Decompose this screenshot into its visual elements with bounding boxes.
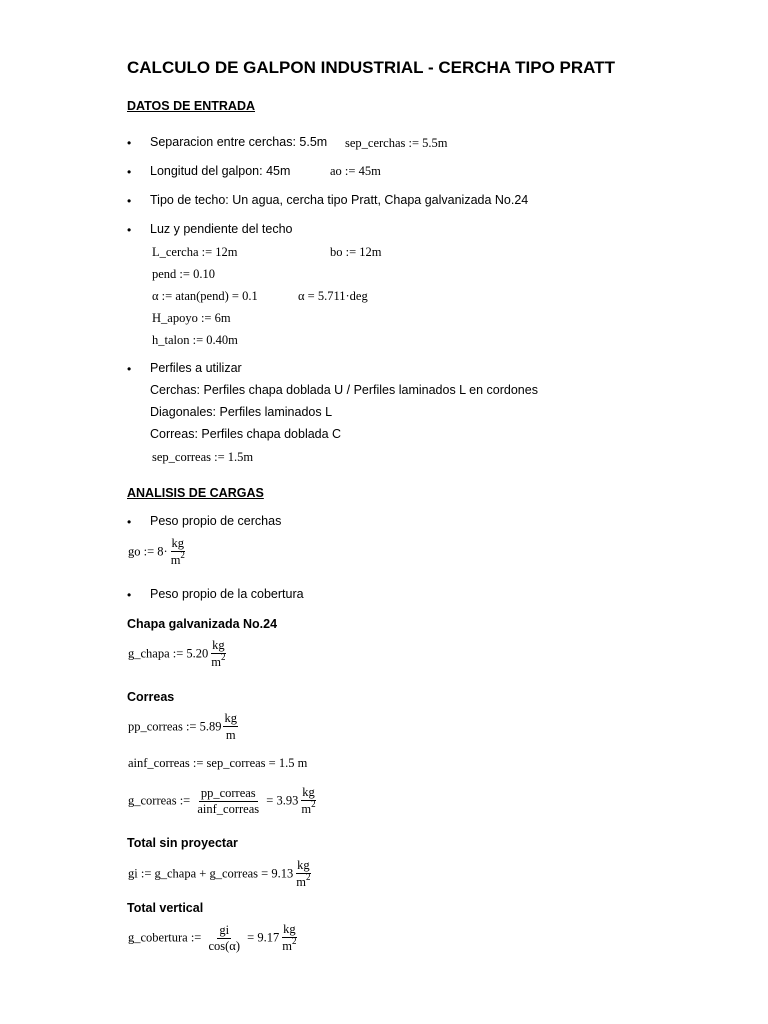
g-chapa-equation (128, 638, 227, 671)
g-correas-result: = 3.93 (266, 793, 299, 808)
gi-equation (128, 858, 311, 891)
go-equation (128, 536, 186, 569)
g-correas-equation (128, 785, 317, 818)
perfiles-diagonales-text: Diagonales: Perfiles laminados L (150, 405, 333, 419)
section-heading-cargas: ANALISIS DE CARGAS (127, 486, 264, 500)
h-talon-equation: h_talon := 0.40m (152, 333, 238, 347)
g-cobertura-fraction: $\frac{gi}{\cos(\alpha)}$ (208, 923, 241, 953)
bo-equation: bo := 12m (330, 245, 382, 259)
bullet-icon: • (127, 136, 132, 150)
bullet-icon: • (127, 515, 132, 529)
ainf-correas-equation: ainf_correas := sep_correas = 1.5 m (128, 756, 308, 770)
perfiles-cerchas-text: Cerchas: Perfiles chapa doblada U / Perfiles laminados L en cordones (150, 383, 538, 397)
peso-cobertura-text: Peso propio de la cobertura (150, 587, 304, 601)
perfiles-text: Perfiles a utilizar (150, 361, 242, 375)
h-apoyo-equation: H_apoyo := 6m (152, 311, 231, 325)
alpha-deg-result: α = 5.711·deg (298, 289, 368, 303)
bullet-icon: • (127, 223, 132, 237)
g-cobertura-lhs: g_cobertura := (128, 930, 202, 945)
go-lhs: go := 8· (128, 544, 168, 559)
alpha-equation: α := atan(pend) = 0.1 (152, 289, 258, 303)
correas-heading: Correas (127, 690, 175, 704)
sep-cerchas-equation: sep_cerchas := 5.5m (345, 136, 448, 150)
kg-per-m2-unit: $\frac{kg}{m^2}$ (301, 785, 316, 816)
total-vertical-heading: Total vertical (127, 901, 204, 915)
bullet-icon: • (127, 194, 132, 208)
tipo-techo-text: Tipo de techo: Un agua, cercha tipo Pratt, Chapa galvanizada No.24 (150, 193, 529, 207)
bullet-icon: • (127, 588, 132, 602)
perfiles-correas-text: Correas: Perfiles chapa doblada C (150, 427, 342, 441)
pend-equation: pend := 0.10 (152, 267, 215, 281)
g-cobertura-result: = 9.17 (247, 930, 280, 945)
peso-cerchas-text: Peso propio de cerchas (150, 514, 282, 528)
luz-pendiente-text: Luz y pendiente del techo (150, 222, 293, 236)
kg-per-m2-unit: $\frac{kg}{m^2}$ (296, 858, 311, 889)
kg-per-m-unit: $\frac{kg}{m}$ (224, 711, 237, 742)
kg-per-m2-unit: $\frac{kg}{m^2}$ (282, 922, 297, 953)
l-cercha-equation: L_cercha := 12m (152, 245, 238, 259)
chapa-heading: Chapa galvanizada No.24 (127, 617, 278, 631)
total-sin-proyectar-heading: Total sin proyectar (127, 836, 238, 850)
section-heading-datos: DATOS DE ENTRADA (127, 99, 256, 113)
g-correas-lhs: g_correas := (128, 793, 191, 808)
pp-correas-lhs: pp_correas := 5.89 (128, 719, 222, 734)
g-cobertura-equation (128, 922, 297, 955)
kg-per-m2-unit: $\frac{kg}{m^2}$ (170, 536, 185, 567)
sep-correas-equation: sep_correas := 1.5m (152, 450, 254, 464)
g-correas-fraction: $\frac{\text{pp\_correas}}{\text{ainf\_correas}}$ (197, 786, 260, 816)
separacion-text: Separacion entre cerchas: 5.5m (150, 135, 328, 149)
page-title: CALCULO DE GALPON INDUSTRIAL - CERCHA TIPO PRATT (127, 58, 615, 77)
gi-lhs: gi := g_chapa + g_correas = 9.13 (128, 866, 294, 881)
g-chapa-lhs: g_chapa := 5.20 (128, 646, 209, 661)
bullet-icon: • (127, 362, 132, 376)
ao-equation: ao := 45m (330, 164, 381, 178)
kg-per-m2-unit: $\frac{kg}{m^2}$ (211, 638, 226, 669)
bullet-icon: • (127, 165, 132, 179)
pp-correas-equation (128, 711, 238, 744)
longitud-text: Longitud del galpon: 45m (150, 164, 291, 178)
